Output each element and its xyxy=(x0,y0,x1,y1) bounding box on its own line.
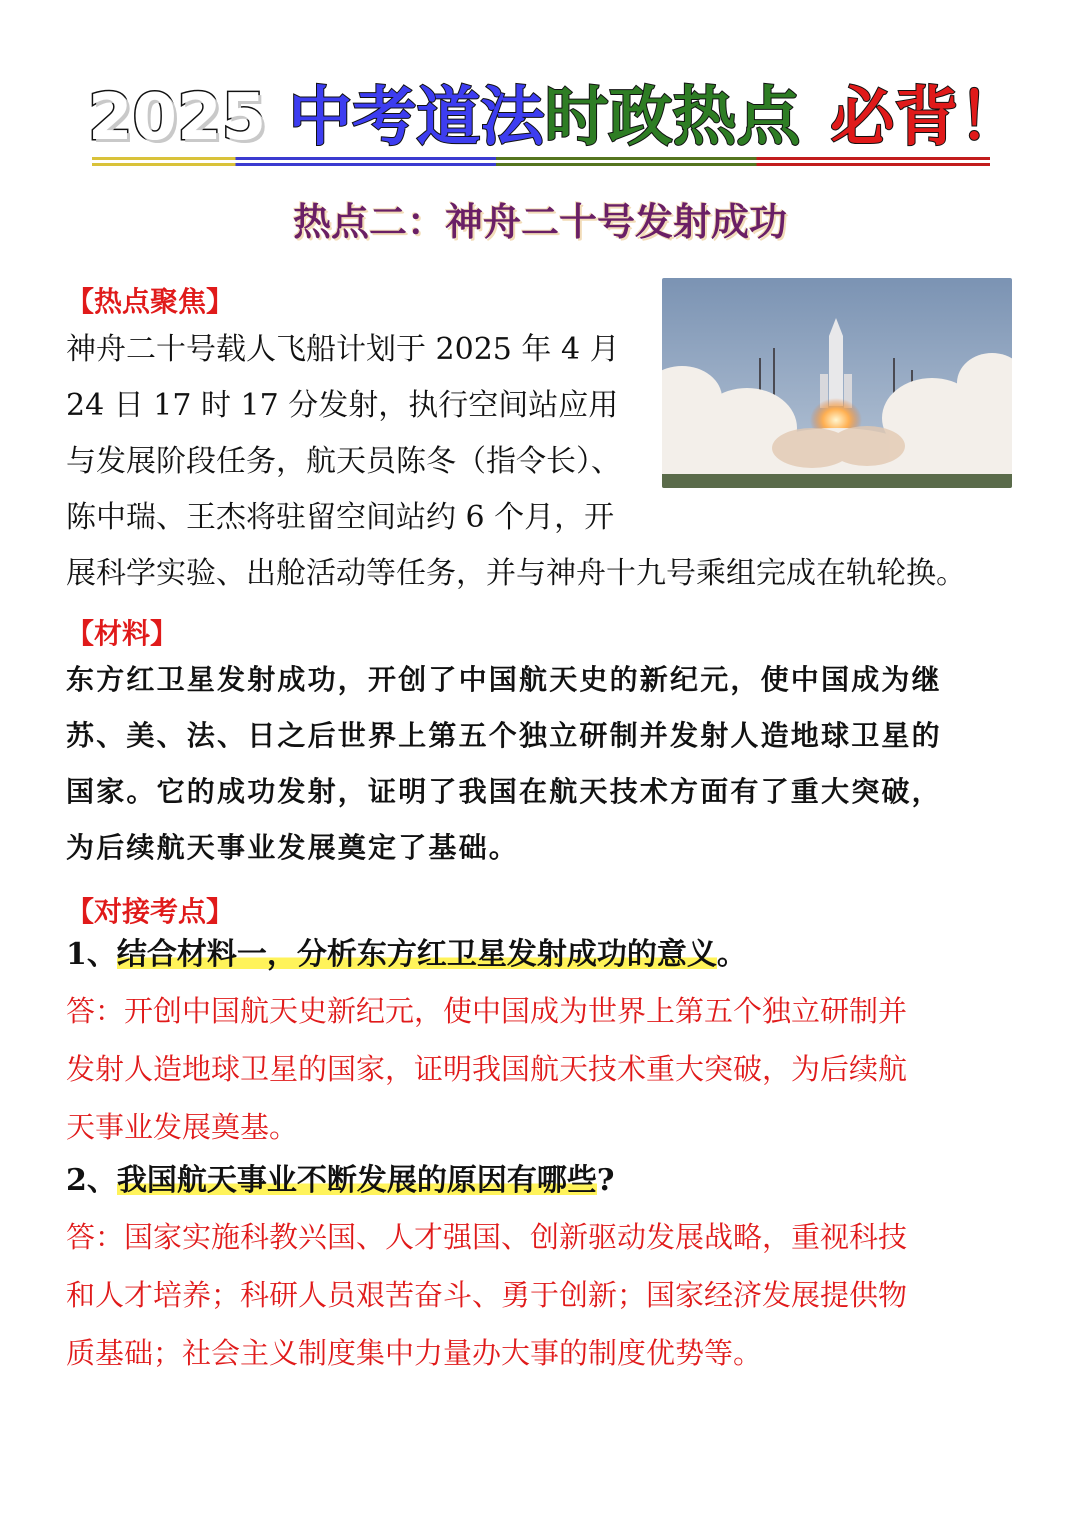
question-1-number: 1、 xyxy=(66,937,117,972)
title-part-red: 必背！ xyxy=(830,81,1023,155)
material-line: 东方红卫星发射成功，开创了中国航天史的新纪元，使中国成为继 xyxy=(66,663,942,696)
question-2-text: 我国航天事业不断发展的原因有哪些 xyxy=(116,1163,597,1198)
question-1 xyxy=(66,930,1026,980)
title-part-green: 时政热点 xyxy=(544,81,801,155)
question-2-number: 2、 xyxy=(66,1163,117,1198)
focus-line: 陈中瑞、王杰将驻留空间站约 6 个月，开 xyxy=(66,500,615,535)
exam-label: 【对接考点】 xyxy=(66,895,235,928)
answer-line: 质基础；社会主义制度集中力量办大事的制度优势等。 xyxy=(66,1336,763,1370)
question-2-end: ? xyxy=(596,1163,615,1198)
answer-line: 和人才培养；科研人员艰苦奋斗、勇于创新；国家经济发展提供物 xyxy=(66,1278,908,1312)
section-subtitle: 热点二：神舟二十号发射成功 xyxy=(292,200,787,244)
answer-line: 天事业发展奠基。 xyxy=(66,1110,299,1144)
answer-line: 发射人造地球卫星的国家，证明我国航天技术重大突破，为后续航 xyxy=(66,1052,908,1086)
answer-line: 答：国家实施科教兴国、人才强国、创新驱动发展战略，重视科技 xyxy=(66,1220,908,1254)
question-1-end: 。 xyxy=(716,937,747,972)
answer-2 xyxy=(66,1208,1026,1382)
material-line: 国家。它的成功发射，证明了我国在航天技术方面有了重大突破， xyxy=(66,775,942,808)
focus-line: 与发展阶段任务，航天员陈冬（指令长）、 xyxy=(66,444,621,479)
material-paragraph xyxy=(66,652,1026,876)
question-2 xyxy=(66,1156,1026,1206)
focus-label: 【热点聚焦】 xyxy=(66,285,235,318)
title-underline xyxy=(92,157,990,167)
answer-1 xyxy=(66,982,1026,1156)
material-label: 【材料】 xyxy=(66,617,179,650)
title-year: 2025 xyxy=(88,81,267,155)
answer-line: 答：开创中国航天史新纪元，使中国成为世界上第五个独立研制并 xyxy=(66,994,908,1028)
material-line: 为后续航天事业发展奠定了基础。 xyxy=(66,831,520,864)
rocket-launch-image xyxy=(662,278,1012,488)
title-part-blue: 中考道法 xyxy=(288,81,545,155)
question-1-text: 结合材料一，分析东方红卫星发射成功的意义 xyxy=(116,937,717,972)
focus-line: 展科学实验、出舱活动等任务，并与神舟十九号乘组完成在轨轮换。 xyxy=(66,556,966,591)
focus-line: 24 日 17 时 17 分发射，执行空间站应用 xyxy=(66,388,619,423)
page-title xyxy=(88,78,1023,158)
material-line: 苏、美、法、日之后世界上第五个独立研制并发射人造地球卫星的 xyxy=(66,719,942,752)
focus-line: 神舟二十号载人飞船计划于 2025 年 4 月 xyxy=(66,332,620,367)
